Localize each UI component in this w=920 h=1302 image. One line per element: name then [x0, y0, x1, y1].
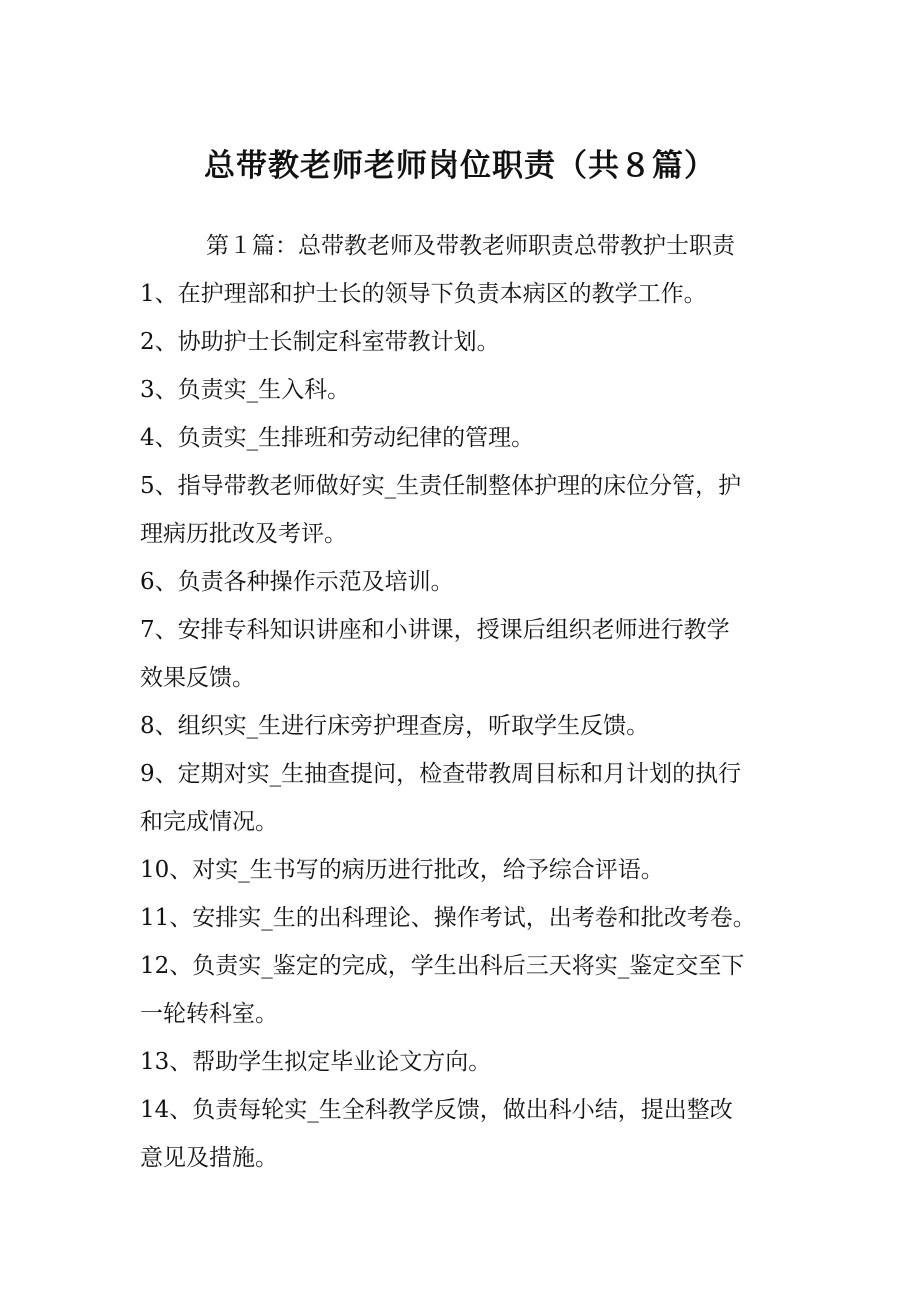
body-line: 13、帮助学生拟定毕业论文方向。: [140, 1049, 492, 1075]
body-line: 9、定期对实_生抽查提问，检查带教周目标和月计划的执行: [140, 761, 742, 787]
section-subtitle: 第１篇：总带教老师及带教老师职责总带教护士职责: [206, 233, 735, 259]
body-line: 7、安排专科知识讲座和小讲课，授课后组织老师进行教学: [140, 617, 730, 643]
document-title: 总带教老师老师岗位职责（共８篇）: [204, 148, 716, 184]
body-line: 14、负责每轮实_生全科教学反馈，做出科小结，提出整改: [140, 1097, 733, 1123]
body-line: 一轮转科室。: [140, 1001, 278, 1027]
body-line: 2、协助护士长制定科室带教计划。: [140, 329, 500, 355]
body-line: 8、组织实_生进行床旁护理查房，听取学生反馈。: [140, 713, 650, 739]
body-line: 3、负责实_生入科。: [140, 377, 351, 403]
body-line: 意见及措施。: [140, 1145, 278, 1171]
body-line: 10、对实_生书写的病历进行批改，给予综合评语。: [140, 857, 664, 883]
body-line: 理病历批改及考评。: [140, 521, 347, 547]
document-body: [140, 222, 800, 1182]
body-line: 11、安排实_生的出科理论、操作考试，出考卷和批改考卷。: [140, 905, 756, 931]
body-line: 效果反馈。: [140, 665, 255, 691]
body-line: 6、负责各种操作示范及培训。: [140, 569, 454, 595]
body-line: 12、负责实_鉴定的完成，学生出科后三天将实_鉴定交至下: [140, 953, 745, 979]
body-line: 1、在护理部和护士长的领导下负责本病区的教学工作。: [140, 281, 707, 307]
body-line: 4、负责实_生排班和劳动纪律的管理。: [140, 425, 535, 451]
body-line: 和完成情况。: [140, 809, 278, 835]
body-line: 5、指导带教老师做好实_生责任制整体护理的床位分管，护: [140, 473, 742, 499]
